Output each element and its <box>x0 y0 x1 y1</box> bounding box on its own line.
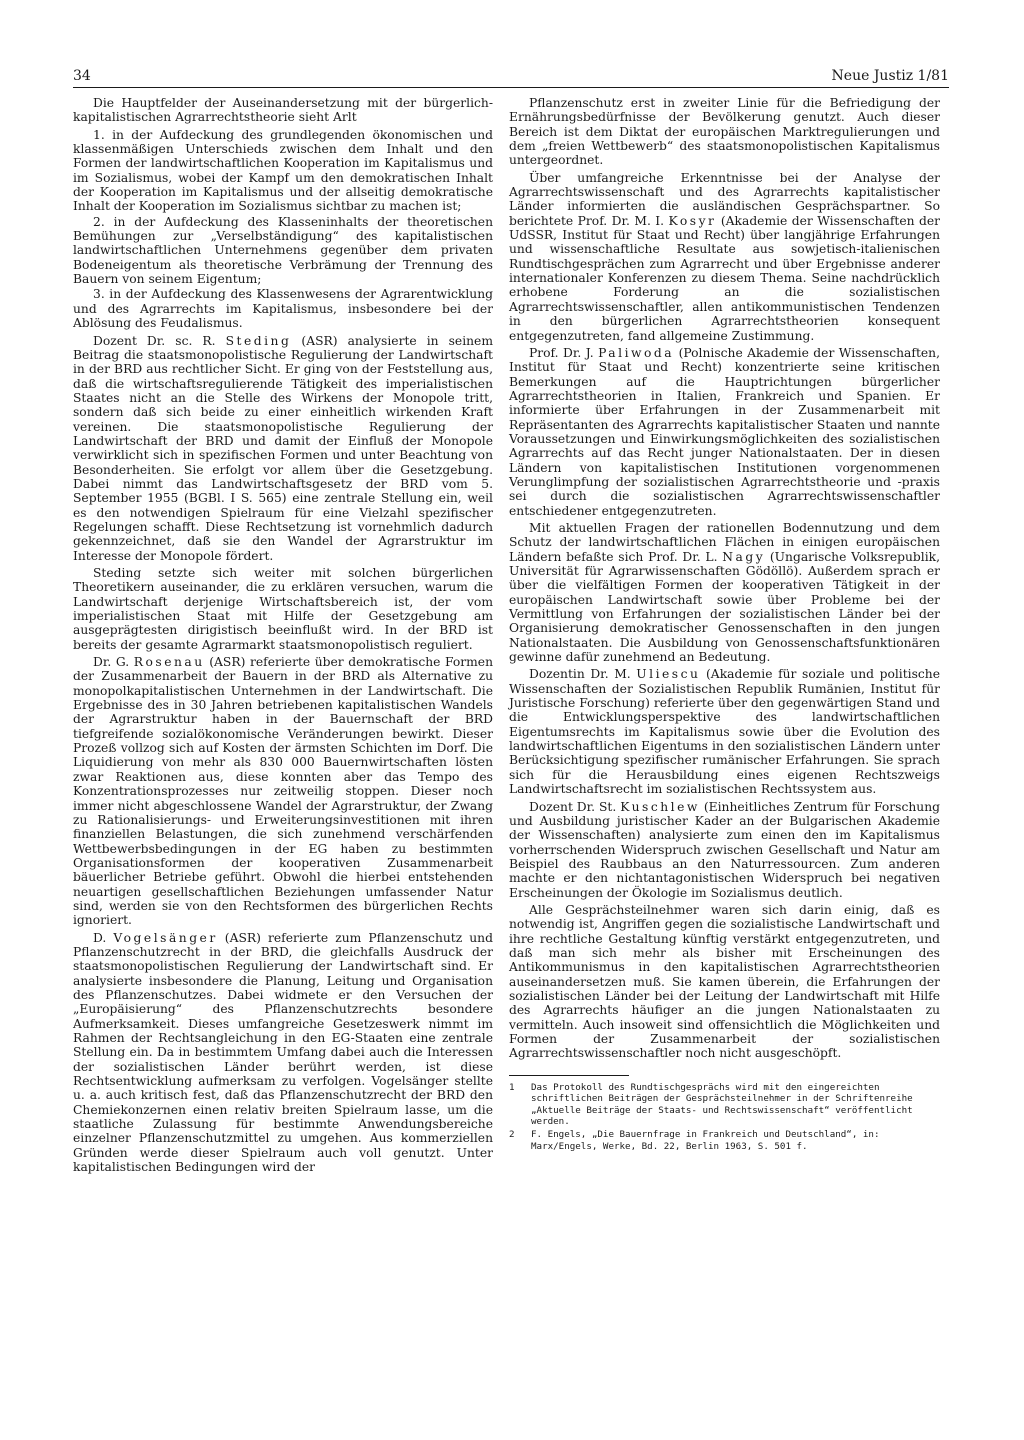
paragraph: Pflanzenschutz erst in zweiter Linie für die Befriedigung der Ernährungsbedürfnisse der Bevölkerung genutzt. Auch dieser Bereich ist dem Diktat der europäischen Marktregulierungen und dem „freien Wettbewerb“ des staatsmonopolistischen Kapitalismus untergeordnet. <box>509 96 940 168</box>
paragraph <box>509 171 940 343</box>
text-run: Dozent Dr. sc. R. <box>93 333 226 348</box>
left-column <box>73 96 493 1177</box>
text-run: (Einheitliches Zentrum für Forschung und Ausbildung juristischer Kader an der Bulgarischen Akademie der Wissenschaften) analysierte zum einen den im Kapitalismus vorherrschenden Widerspruch zwischen Gesellschaft und Natur am Beispiel des Raubbaus an den Naturressourcen. Zum anderen machte er den nichtantagonistischen Widerspruch bei negativen Erscheinungen der Ökologie im Sozialismus deutlich. <box>509 799 940 900</box>
speaker-name: Nagy <box>722 549 766 564</box>
speaker-name: Uliescu <box>636 667 701 682</box>
text-run: Dozent Dr. St. <box>529 799 621 814</box>
text-run: (Akademie für soziale und politische Wissenschaften der Sozialistischen Republik Rumänien, Institut für Juristische Forschung) referierte über den gegenwärtigen Stand und die Entwicklungsperspektive des landwirtschaftlichen Eigentumsrechts im Kapitalismus sowie über die Evolution des landwirtschaftlichen Eigentums in den sozialistischen Ländern unter Berücksichtigung spezifischer rumänischer Erfahrungen. Sie sprach sich für die Herausbildung eines eigenen Rechtszweigs Landwirtschaftsrecht im sozialistischen Rechtssystem aus. <box>509 667 940 797</box>
footnotes <box>509 1075 940 1153</box>
text-run: (ASR) analysierte in seinem Beitrag die staatsmonopolistische Regulierung der Landwirtschaft in der BRD aus rechtlicher Sicht. Er ging von der Feststellung aus, daß die wirtschaftsregulierende Tätigkeit des imperialistischen Staates nicht an die Stelle des Wirkens der Monopole tritt, sondern daß sich beide zu einer einheitlich wirkenden Kraft vereinen. Die staatsmonopolistische Regulierung der Landwirtschaft der BRD und damit der Einfluß der Monopole verwirklicht sich in spezifischen Formen und unter Beachtung von Besonderheiten. Sie erfolgt vor allem über die Gesetzgebung. Dabei nimmt das Landwirtschaftsgesetz der BRD vom 5. September 1955 (BGBl. I S. 565) eine zentrale Stellung ein, weil es den notwendigen Spielraum für eine Vielzahl spezifischer Regelungen schafft. Diese Rechtsetzung ist vornehmlich dadurch gekennzeichnet, daß sie den Wandel der Agrarstruktur im Interesse der Monopole fördert. <box>73 333 493 563</box>
footnote-text: F. Engels, „Die Bauernfrage in Frankreich und Deutschland“, in: Marx/Engels, Werke, Bd. 22, Berlin 1963, S. 501 f. <box>531 1129 880 1152</box>
text-run: Mit aktuellen Fragen der rationellen Bodennutzung und dem Schutz der landwirtschaftlichen Flächen in einigen europäischen Ländern befaßte sich Prof. Dr. L. <box>509 520 940 564</box>
paragraph: 2. in der Aufdeckung des Klasseninhalts der theoretischen Bemühungen zur „Verselbständigung“ des kapitalistischen landwirtschaftlichen Unternehmens gegenüber dem privaten Bodeneigentum als theoretische Verbrämung der Trennung des Bauern von seinem Eigentum; <box>73 214 493 287</box>
paragraph <box>509 667 940 796</box>
text-run: Dr. G. <box>93 655 134 670</box>
text-run: (Akademie der Wissenschaften der UdSSR, Institut für Staat und Recht) über langjährige Erfahrungen und wissenschaftliche Resultate aus sowjetisch-italienischen Rundtischgesprächen zum Agrarrecht und über Ergebnisse anderer internationaler Konferenzen zu diesem Thema. Seine nachdrücklich erhobene Forderung an die sozialistischen Agrarrechtswissenschaftler, allen antikommunistischen Tendenzen in den bürgerlichen Agrarrechtstheorien konsequent entgegenzutreten, fand allgemeine Zustimmung. <box>509 213 941 343</box>
paragraph: 1. in der Aufdeckung des grundlegenden ökonomischen und klassenmäßigen Unterschieds zwischen dem Inhalt und den Formen der landwirtschaftlichen Kooperation im Kapitalismus und im Sozialismus, wobei der Kampf um den demokratischen Inhalt der Kooperation im Kapitalismus und der allseitig demokratische Inhalt der Kooperation im Sozialismus sichtbar zu machen ist; <box>73 127 493 214</box>
paragraph <box>73 334 493 564</box>
speaker-name: Vogelsänger <box>113 930 218 945</box>
header-rule <box>73 87 949 88</box>
footnote <box>509 1082 940 1128</box>
speaker-name: Paliwoda <box>598 345 675 360</box>
text-run: (ASR) referierte über demokratische Formen der Zusammenarbeit der Bauern in der BRD als Alternative zu monopolkapitalistischen Unternehmen in der Landwirtschaft. Die Ergebnisse des in 30 Jahren betriebenen kapitalistischen Wandels der Agrarstruktur haben in der Bauernschaft der BRD tiefgreifende sozialökonomische Veränderungen bewirkt. Dieser Prozeß vollzog sich auf Kosten der ärmsten Schichten im Dorf. Die Liquidierung von mehr als 830 000 Bauernwirtschaften lösten zwar Reaktionen aus, diese konnten aber das Tempo des Konzentrationsprozesses nur zeitweilig stoppen. Dieser noch immer nicht abgeschlossene Wandel der Agrarstruktur, der Zwang zu Rationalisierungs- und Erweiterungsinvestitionen mit ihren finanziellen Belastungen, die sich zunehmend verschärfenden Wettbewerbsbedingungen in der EG haben zu bestimmten Organisationsformen der kooperativen Zusammenarbeit bäuerlicher Betriebe geführt. Obwohl die hierbei entstehenden neuartigen gesellschaftlichen Beziehungen umfassender Natur sind, werden sie von den Rechtsformen des bürgerlichen Rechts ignoriert. <box>73 655 493 928</box>
paragraph <box>509 521 940 664</box>
text-run: (Polnische Akademie der Wissenschaften, Institut für Staat und Recht) konzentrierte seine kritischen Bemerkungen auf die Hauptrichtungen bürgerlicher Agrarrechtstheorien in Italien, Frankreich und Spanien. Er informierte über Erfahrungen in der Zusammenarbeit mit Repräsentanten des Agrarrechts kapitalistischer Staaten und nannte Voraussetzungen und Einwirkungsmöglichkeiten des sozialistischen Agrarrechts auf das Recht junger Nationalstaaten. Der in diesen Ländern von kapitalistischen Institutionen vorgenommenen Verunglimpfung der sozialistischen Agrarrechtstheorie und -praxis sei durch die sozialistischen Agrarrechtswissenschaftler entschiedener entgegenzutreten. <box>509 345 940 518</box>
speaker-name: Kosyr <box>668 213 717 228</box>
paragraph <box>73 931 493 1175</box>
text-run: (Ungarische Volksrepublik, Universität für Agrarwissenschaften Gödöllö). Außerdem sprach er über die vielfältigen Formen der kooperativen Tätigkeit in der europäischen Landwirtschaft sowie über Probleme bei der Vermittlung von Erfahrungen der sozialistischen Länder bei der Organisierung demokratischer Genossenschaften in den jungen Nationalstaaten. Die Ausbildung von Genossenschaftsfunktionären gewinne dafür zunehmend an Bedeutung. <box>509 549 941 665</box>
footnote-text: Das Protokoll des Rundtischgesprächs wird mit den eingereichten schriftlichen Beiträgen der Gesprächsteilnehmer in der Schriftenreihe „Aktuelle Beiträge der Staats- und Rechtswissenschaft“ veröffentlicht werden. <box>531 1081 913 1128</box>
journal-issue: Neue Justiz 1/81 <box>831 68 949 84</box>
footnote <box>509 1129 940 1152</box>
speaker-name: Kuschlew <box>620 799 700 814</box>
footnote-number: 1 <box>509 1081 515 1093</box>
footnote-rule <box>509 1075 629 1076</box>
paragraph: Steding setzte sich weiter mit solchen bürgerlichen Theoretikern auseinander, die zu erklären versuchen, warum die Landwirtschaft derjenige Wirtschaftsbereich ist, der vom imperialistischen Staat mit Hilfe der Gesetzgebung am ausgeprägtesten dirigistisch beeinflußt wird. In der BRD ist bereits der gesamte Agrarmarkt staatsmonopolistisch reguliert. <box>73 566 493 652</box>
text-run: Prof. Dr. J. <box>529 345 599 360</box>
footnote-number: 2 <box>509 1129 515 1141</box>
paragraph: Die Hauptfelder der Auseinandersetzung mit der bürgerlich-kapitalistischen Agrarrechtstheorie sieht Arlt <box>73 96 493 125</box>
page-number: 34 <box>73 68 91 84</box>
paragraph: 3. in der Aufdeckung des Klassenwesens der Agrarentwicklung und des Agrarrechts im Kapitalismus, insbesondere bei der Ablösung des Feudalismus. <box>73 287 493 331</box>
text-run: Über umfangreiche Erkenntnisse bei der Analyse der Agrarrechtswissenschaft und des Agrarrechts kapitalistischer Länder informierten die ausländischen Gesprächspartner. So berichtete Prof. Dr. M. I. <box>509 170 940 228</box>
right-column <box>509 96 940 1153</box>
speaker-name: Rosenau <box>133 655 205 670</box>
paragraph <box>73 655 493 928</box>
paragraph <box>509 346 940 518</box>
text-run: Dozentin Dr. M. <box>529 667 637 682</box>
speaker-name: Steding <box>225 333 292 348</box>
text-run: D. <box>93 930 114 945</box>
paragraph: Alle Gesprächsteilnehmer waren sich darin einig, daß es notwendig ist, Angriffen gegen die sozialistische Landwirtschaft und ihre rechtliche Gestaltung künftig verstärkt entgegenzutreten, und daß man sich mehr als bisher mit Erscheinungen des Antikommunismus in den kapitalistischen Agrarrechtstheorien auseinandersetzen muß. Sie kamen überein, die Erfahrungen der sozialistischen Länder bei der Leitung der Landwirtschaft mit Hilfe des Agrarrechts häufiger an die jungen Nationalstaaten zu vermitteln. Auch insoweit sind offensichtlich die Möglichkeiten und Formen der Zusammenarbeit der sozialistischen Agrarrechtswissenschaftler noch nicht ausgeschöpft. <box>509 902 940 1061</box>
paragraph <box>509 800 940 900</box>
text-run: (ASR) referierte zum Pflanzenschutz und Pflanzenschutzrecht in der BRD, die gleichfalls Ausdruck der staatsmonopolistischen Regulierung der Landwirtschaft sind. Er analysierte insbesondere die Planung, Leitung und Organisation des Pflanzenschutzes. Dabei widmete er den Versuchen der „Europäisierung“ des Pflanzenschutzrechts besondere Aufmerksamkeit. Dieses umfangreiche Gesetzeswerk nimmt im Rahmen der Rechtsangleichung in den EG-Staaten eine zentrale Stellung ein. Da in bestimmtem Umfang dabei auch die Interessen der sozialistischen Länder berührt werden, ist diese Rechtsentwicklung aufmerksam zu verfolgen. Vogelsänger stellte u. a. auch kritisch fest, daß das Pflanzenschutzrecht der BRD den Chemiekonzernen einen relativ breiten Spielraum lasse, um die staatliche Zulassung für bestimmte Anwendungsbereiche einzelner Pflanzenschutzmittel zu umgehen. Aus kommerziellen Gründen werde dieser Spielraum auch voll genutzt. Unter kapitalistischen Bedingungen wird der <box>73 930 493 1175</box>
